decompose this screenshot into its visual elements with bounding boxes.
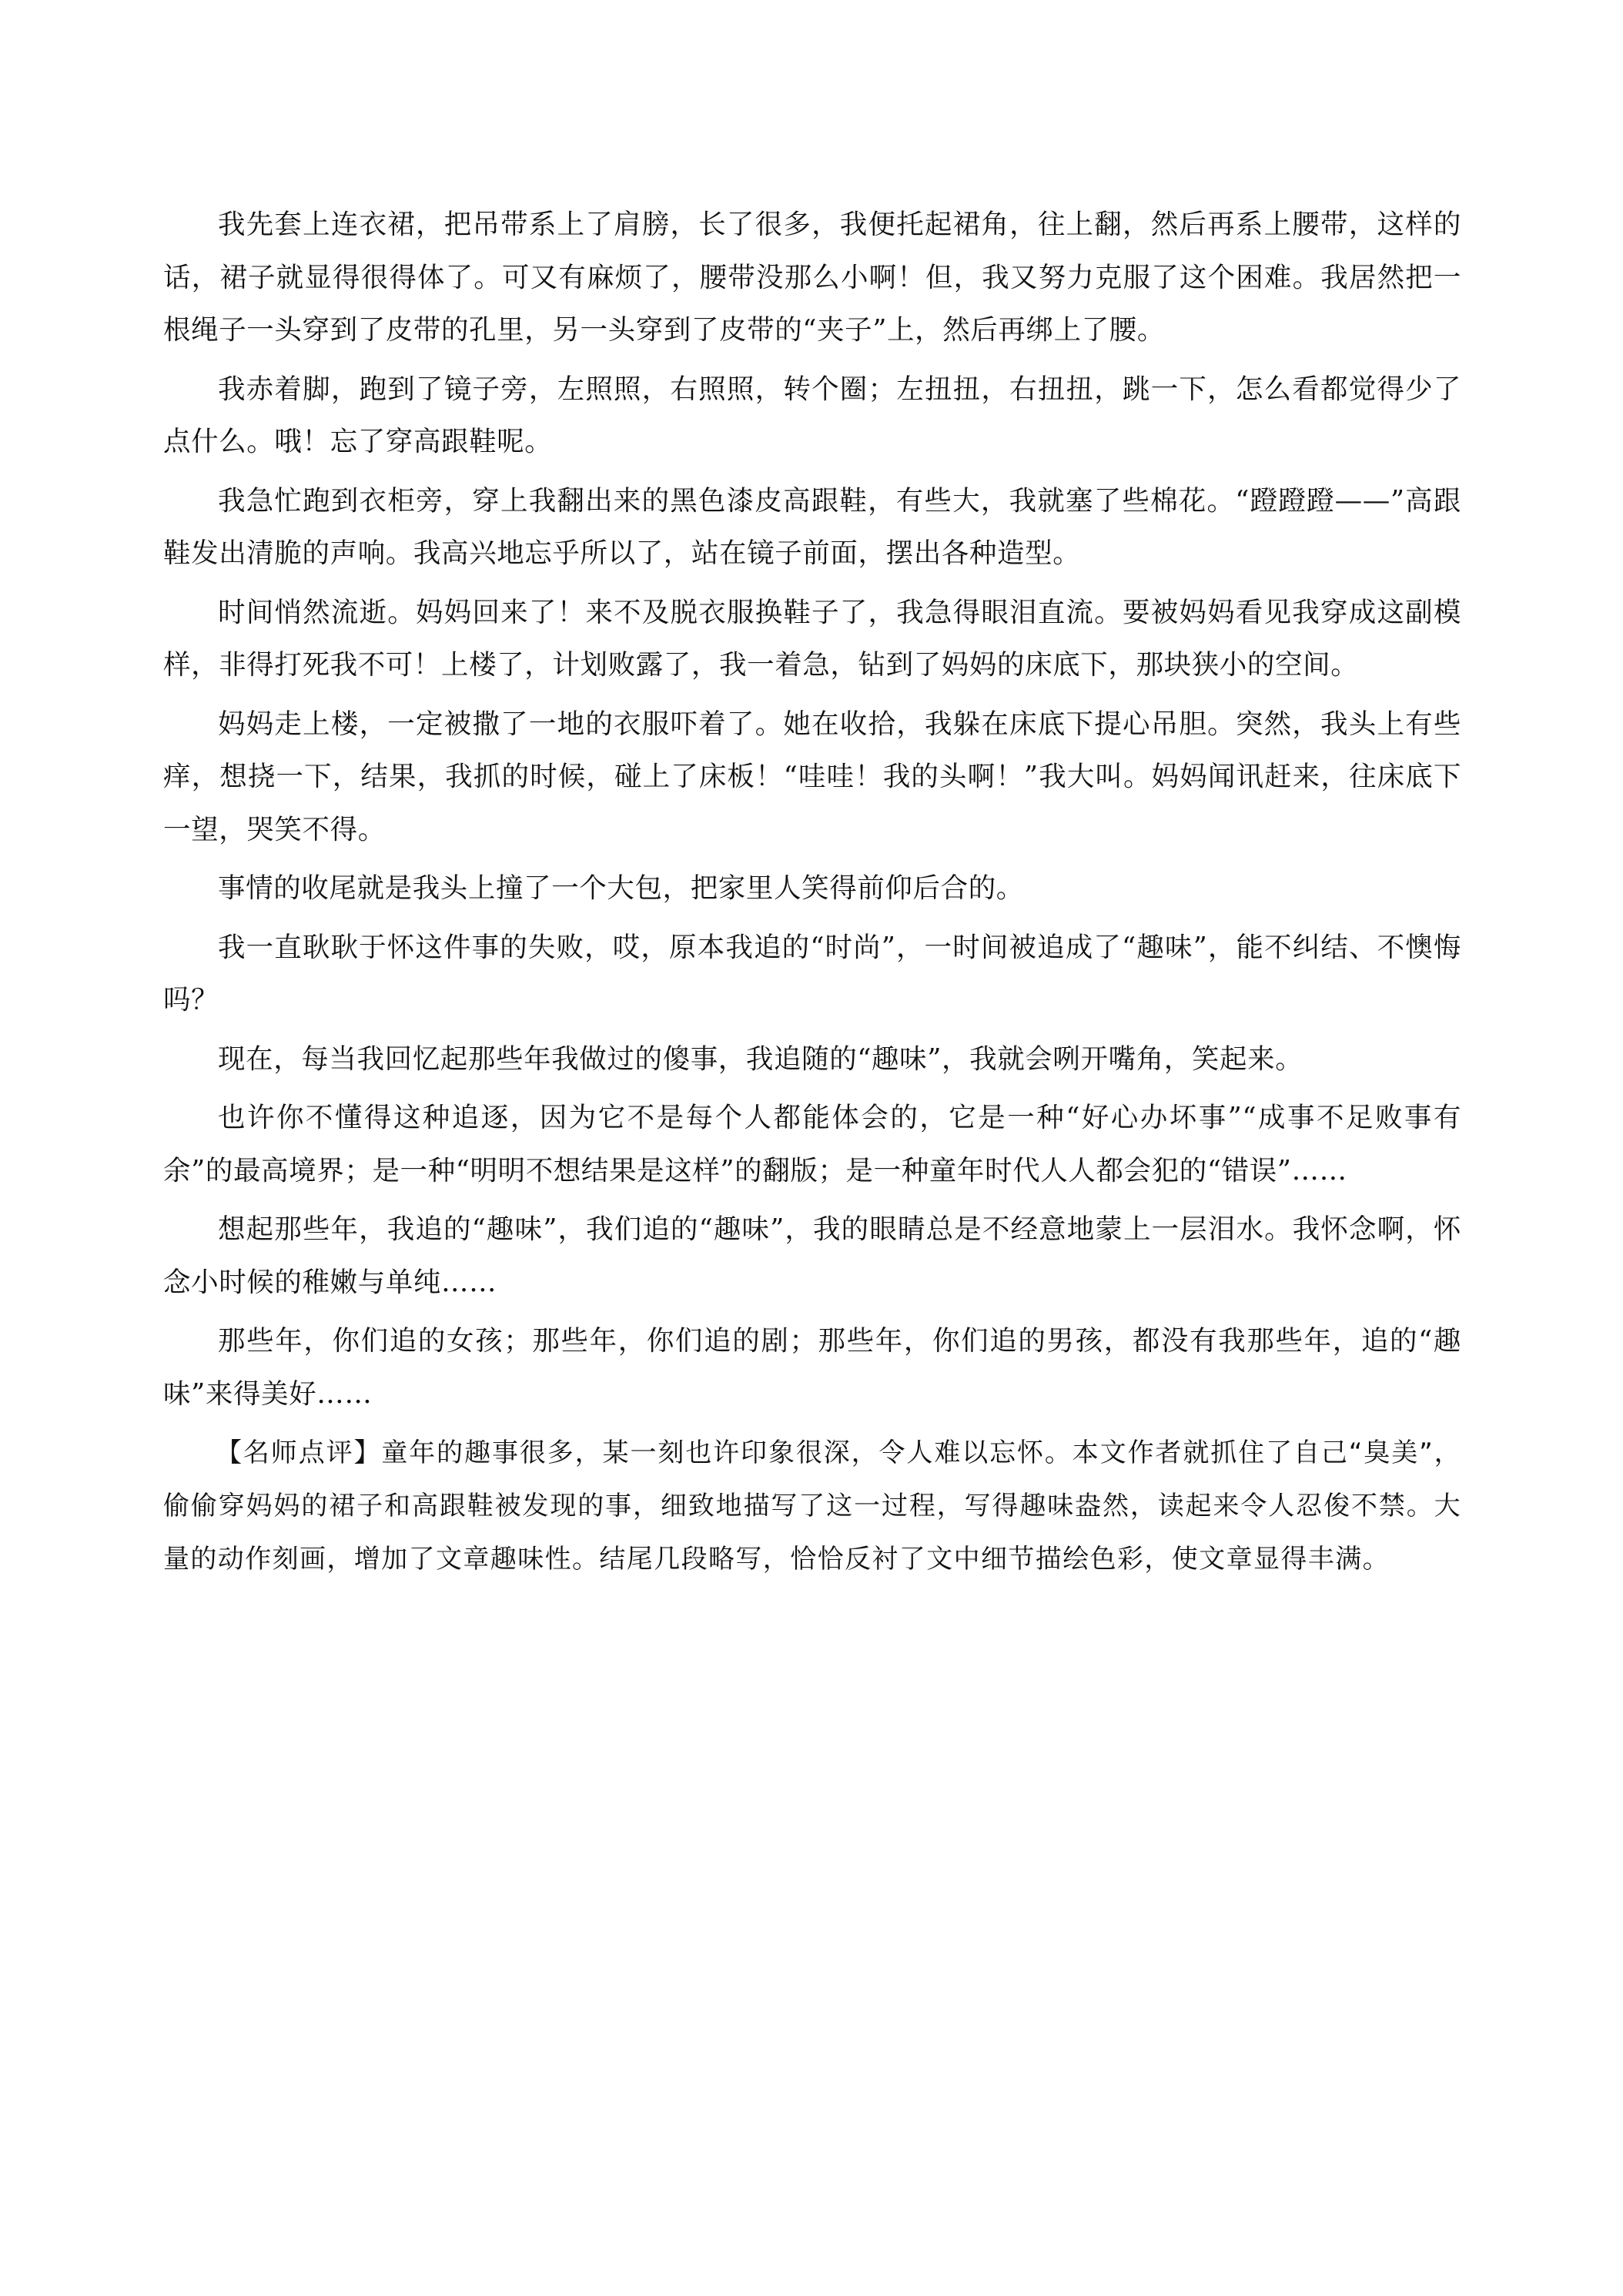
paragraph-3: 我急忙跑到衣柜旁，穿上我翻出来的黑色漆皮高跟鞋，有些大，我就塞了些棉花。“蹬蹬蹬——”高跟鞋发出清脆的声响。我高兴地忘乎所以了，站在镜子前面，摆出各种造型。 (163, 484, 1461, 569)
essay-body (163, 199, 1461, 1586)
paragraph-1: 我先套上连衣裙，把吊带系上了肩膀，长了很多，我便托起裙角，往上翻，然后再系上腰带，这样的话，裙子就显得很得体了。可又有麻烦了，腰带没那么小啊！但，我又努力克服了这个困难。我居然把一根绳子一头穿到了皮带的孔里，另一头穿到了皮带的“夹子”上，然后再绑上了腰。 (163, 209, 1461, 346)
paragraph-2: 我赤着脚，跑到了镜子旁，左照照，右照照，转个圈；左扭扭，右扭扭，跳一下，怎么看都觉得少了点什么。哦！忘了穿高跟鞋呢。 (163, 373, 1461, 457)
paragraph-11: 那些年，你们追的女孩；那些年，你们追的剧；那些年，你们追的男孩，都没有我那些年，追的“趣味”来得美好…… (163, 1325, 1461, 1410)
paragraph-7: 我一直耿耿于怀这件事的失败，哎，原本我追的“时尚”，一时间被追成了“趣味”，能不纠结、不懊悔吗？ (163, 931, 1461, 1016)
paragraph-8: 现在，每当我回忆起那些年我做过的傻事，我追随的“趣味”，我就会咧开嘴角，笑起来。 (218, 1043, 1303, 1075)
teacher-review: 【名师点评】童年的趣事很多，某一刻也许印象很深，令人难以忘怀。本文作者就抓住了自己“臭美”，偷偷穿妈妈的裙子和高跟鞋被发现的事，细致地描写了这一过程，写得趣味盎然，读起来令人忍俊不禁。大量的动作刻画，增加了文章趣味性。结尾几段略写，恰恰反衬了文中细节描绘色彩，使文章显得丰满。 (163, 1438, 1461, 1575)
paragraph-6: 事情的收尾就是我头上撞了一个大包，把家里人笑得前仰后合的。 (218, 872, 1024, 904)
paragraph-10: 想起那些年，我追的“趣味”，我们追的“趣味”，我的眼睛总是不经意地蒙上一层泪水。我怀念啊，怀念小时候的稚嫩与单纯…… (163, 1213, 1461, 1298)
paragraph-5: 妈妈走上楼，一定被撒了一地的衣服吓着了。她在收拾，我躲在床底下提心吊胆。突然，我头上有些痒，想挠一下，结果，我抓的时候，碰上了床板！“哇哇！我的头啊！”我大叫。妈妈闻讯赶来，往床底下一望，哭笑不得。 (163, 708, 1461, 845)
paragraph-4: 时间悄然流逝。妈妈回来了！来不及脱衣服换鞋子了，我急得眼泪直流。要被妈妈看见我穿成这副模样，非得打死我不可！上楼了，计划败露了，我一着急，钻到了妈妈的床底下，那块狭小的空间。 (163, 596, 1461, 681)
paragraph-9: 也许你不懂得这种追逐，因为它不是每个人都能体会的，它是一种“好心办坏事”“成事不足败事有余”的最高境界；是一种“明明不想结果是这样”的翻版；是一种童年时代人人都会犯的“错误”…… (163, 1102, 1461, 1186)
